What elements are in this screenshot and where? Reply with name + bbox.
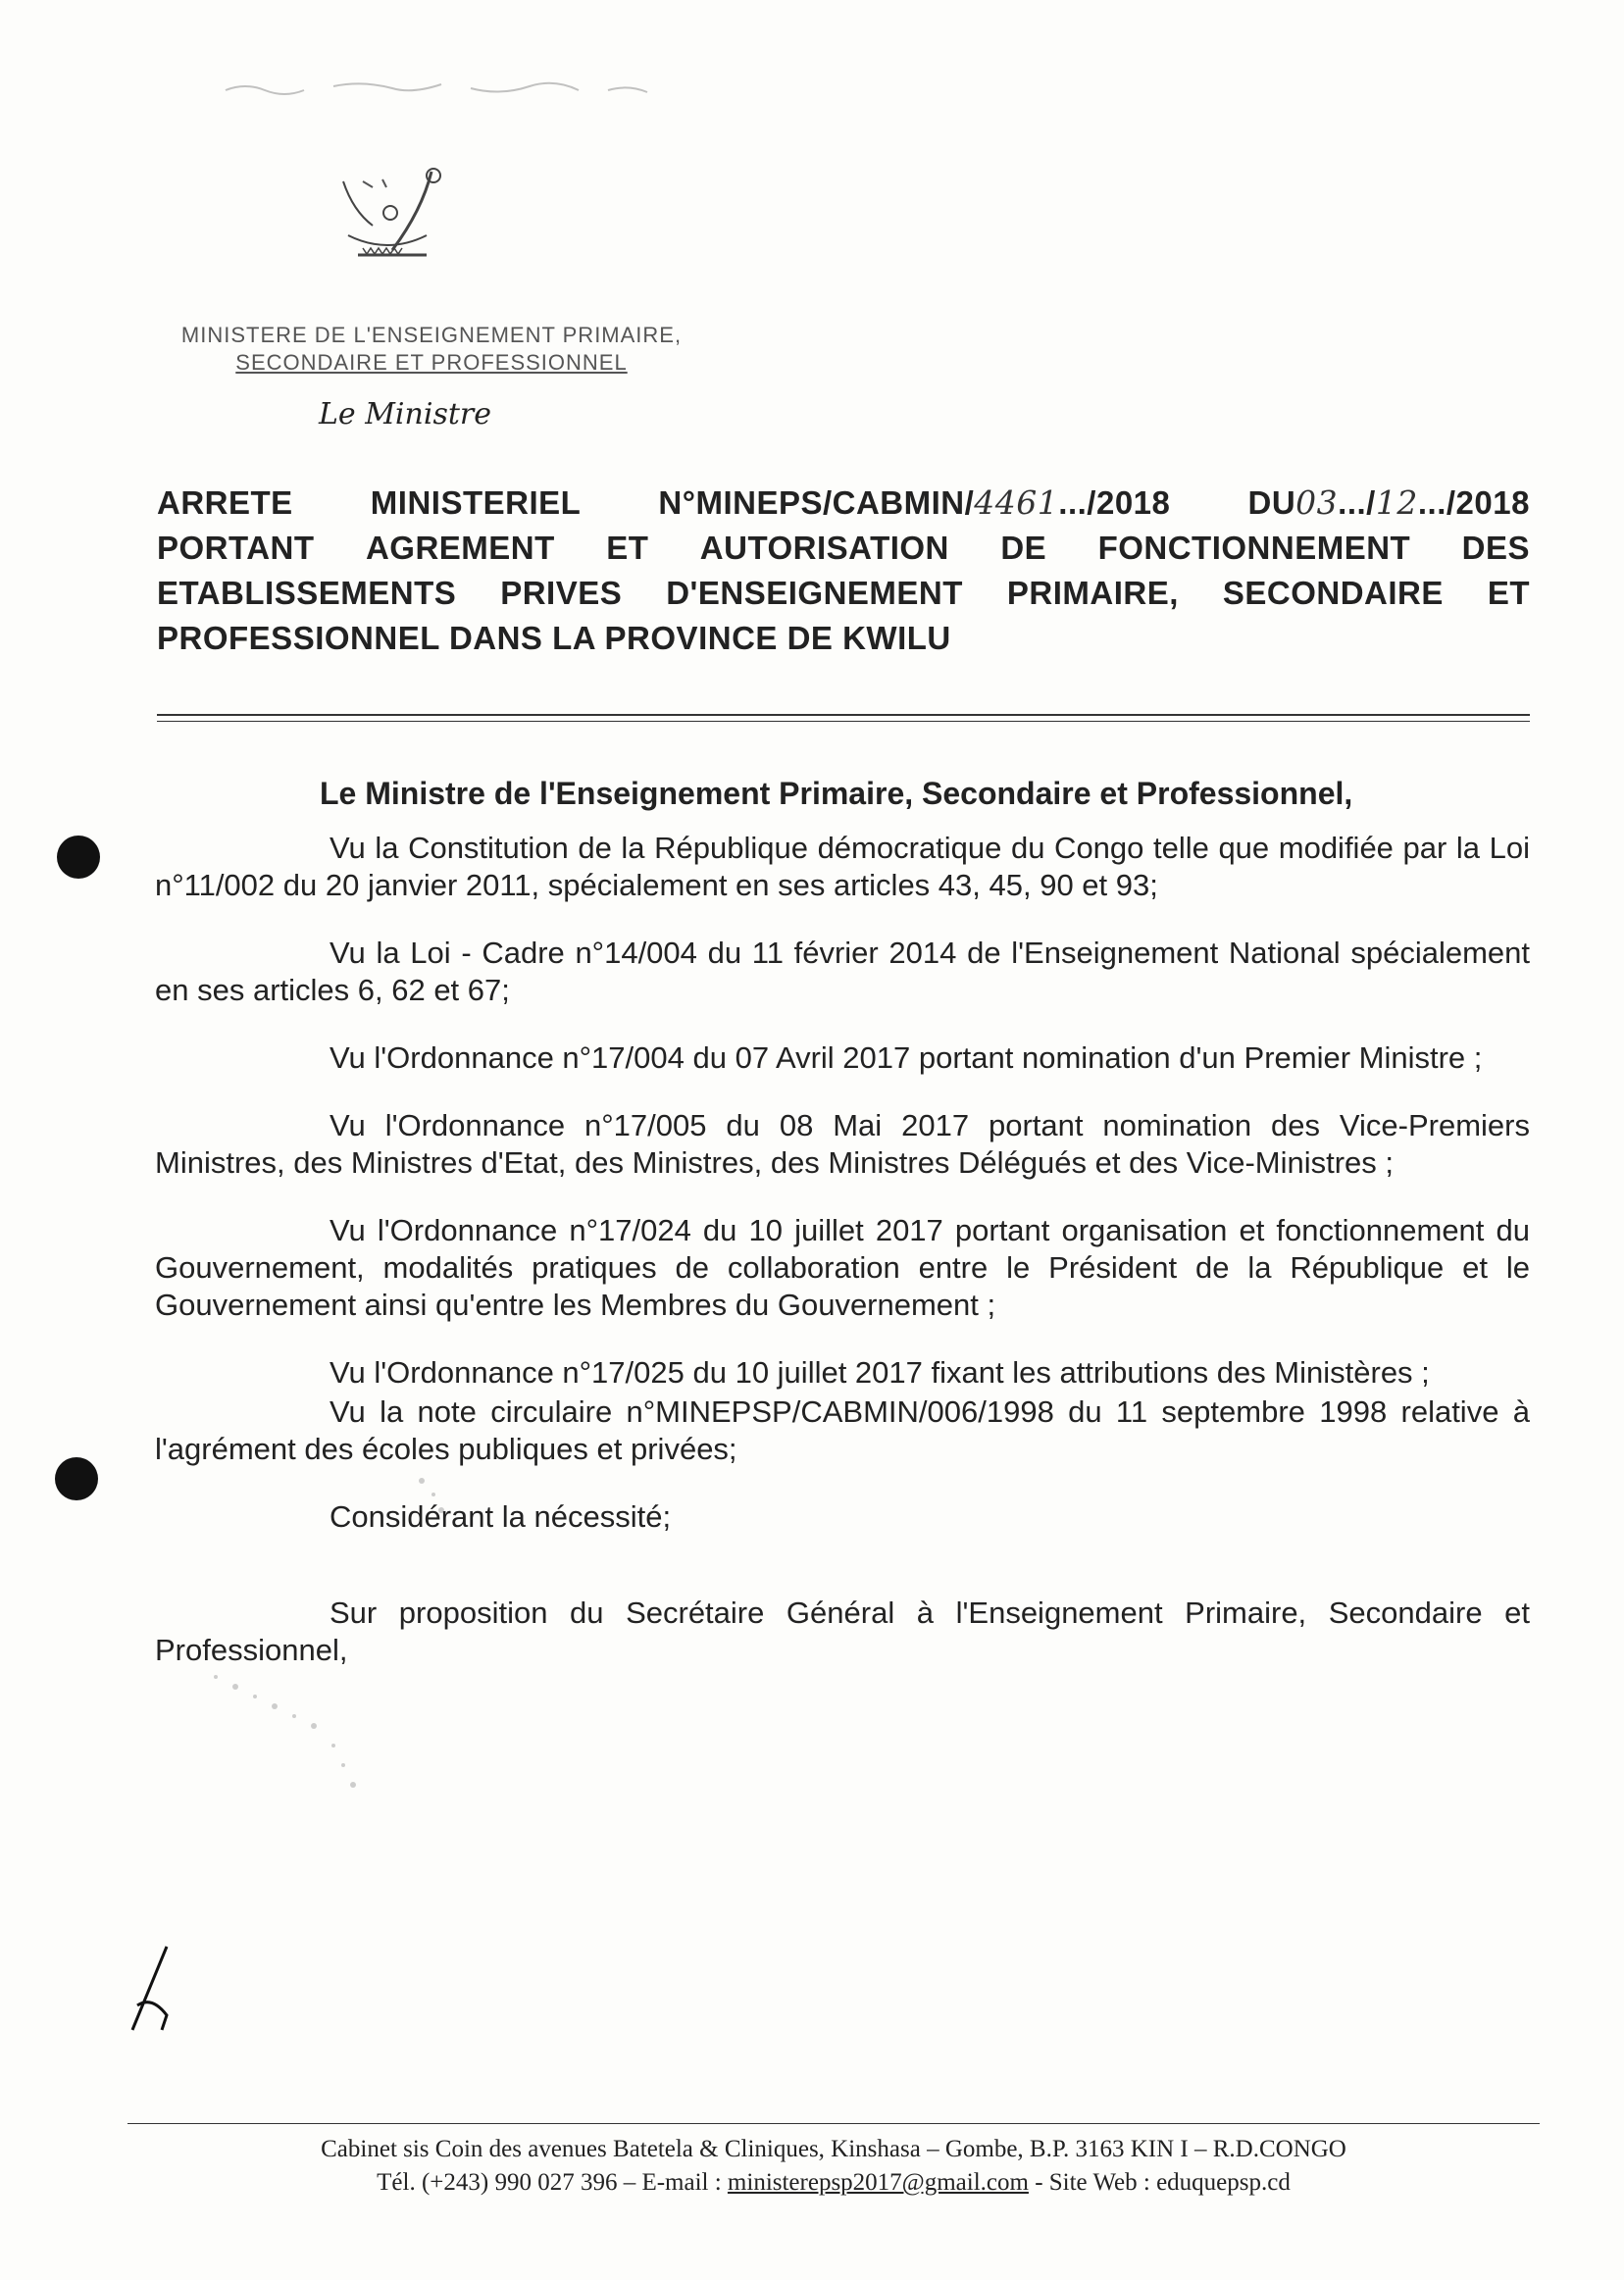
paragraph-proposition: Sur proposition du Secrétaire Général à l'Enseignement Primaire, Secondaire et Professionnel, [155,1596,1530,1667]
handwritten-day: 03 [1295,483,1339,522]
decree-date: DU03.../12.../2018 [1247,483,1530,522]
decree-word: PORTANT [157,530,315,566]
decree-title-line1 [157,481,1530,526]
footer-address: Cabinet sis Coin des avenues Batetela & Cliniques, Kinshasa – Gombe, B.P. 3163 KIN I – R.D.CONGO [321,2136,1346,2162]
decree-title-line4: PROFESSIONNEL DANS LA PROVINCE DE KWILU [157,620,951,656]
decree-word: FONCTIONNEMENT [1097,530,1411,566]
title-divider-thick [157,714,1530,716]
footer-email-link[interactable]: ministerepsp2017@gmail.com [727,2169,1029,2196]
decree-title-line2 [157,526,1530,571]
handwritten-initial [127,1937,186,2035]
decree-title [157,481,1530,661]
ministry-name-line2: SECONDAIRE ET PROFESSIONNEL [235,350,628,375]
decree-word: PRIVES [500,575,623,611]
footer-contact: Tél. (+243) 990 027 396 – E-mail : ministerepsp2017@gmail.com - Site Web : eduquepsp.cd [377,2169,1291,2196]
punch-hole-bottom [55,1457,98,1500]
paragraph-ordonnance-vice-premiers: Vu l'Ordonnance n°17/005 du 08 Mai 2017 portant nomination des Vice-Premiers Ministres, des Ministres d'Etat, des Ministres, des Ministres Délégués et des Vice-Ministres ; [155,1108,1530,1180]
decree-word: DES [1461,530,1530,566]
decree-word: AUTORISATION [699,530,949,566]
decree-word: PRIMAIRE, [1006,575,1179,611]
decree-title-line3 [157,571,1530,616]
minister-title: Le Ministre [319,397,491,431]
paragraph-ordonnance-attributions: Vu l'Ordonnance n°17/025 du 10 juillet 2017 fixant les attributions des Ministères ; [330,1355,1430,1390]
decree-word: DE [1000,530,1047,566]
decree-word: ETABLISSEMENTS [157,575,457,611]
decree-word: ET [606,530,649,566]
handwritten-decree-number: 4461 [974,483,1059,522]
footer-divider [127,2123,1540,2124]
decree-word: D'ENSEIGNEMENT [666,575,963,611]
decree-word: AGREMENT [365,530,555,566]
decree-word: ARRETE [157,484,293,521]
decree-word: MINISTERIEL [370,484,582,521]
body-heading: Le Ministre de l'Enseignement Primaire, Secondaire et Professionnel, [320,776,1353,811]
header-smudge [216,69,726,108]
decree-number: N°MINEPS/CABMIN/4461.../2018 [658,483,1171,522]
paragraph-constitution: Vu la Constitution de la République démocratique du Congo telle que modifiée par la Loi n°11/002 du 20 janvier 2011, spécialement en ses articles 43, 45, 90 et 93; [155,831,1530,902]
punch-hole-top [57,836,100,879]
ministry-name [157,322,706,377]
paragraph-note-circulaire: Vu la note circulaire n°MINEPSP/CABMIN/006/1998 du 11 septembre 1998 relative à l'agrément des écoles publiques et privées; [155,1394,1530,1466]
decree-word: SECONDAIRE [1222,575,1444,611]
handwritten-month: 12 [1375,483,1418,522]
decree-word: ET [1487,575,1530,611]
coat-of-arms-emblem [324,162,461,279]
footer [127,2133,1540,2200]
scan-speckle [177,1451,863,1824]
paragraph-ordonnance-premier-ministre: Vu l'Ordonnance n°17/004 du 07 Avril 2017 portant nomination d'un Premier Ministre ; [330,1040,1483,1075]
paragraph-considerant: Considérant la nécessité; [330,1499,672,1534]
paragraph-loi-cadre: Vu la Loi - Cadre n°14/004 du 11 février 2014 de l'Enseignement National spécialement en ses articles 6, 62 et 67; [155,936,1530,1007]
title-divider-thin [157,721,1530,722]
paragraph-ordonnance-gouvernement: Vu l'Ordonnance n°17/024 du 10 juillet 2017 portant organisation et fonctionnement du Gouvernement, modalités pratiques de collaboration entre le Président de la République et le Gouvernement ainsi qu'entre les Membres du Gouvernement ; [155,1213,1530,1322]
ministry-name-line1: MINISTERE DE L'ENSEIGNEMENT PRIMAIRE, [180,323,683,347]
